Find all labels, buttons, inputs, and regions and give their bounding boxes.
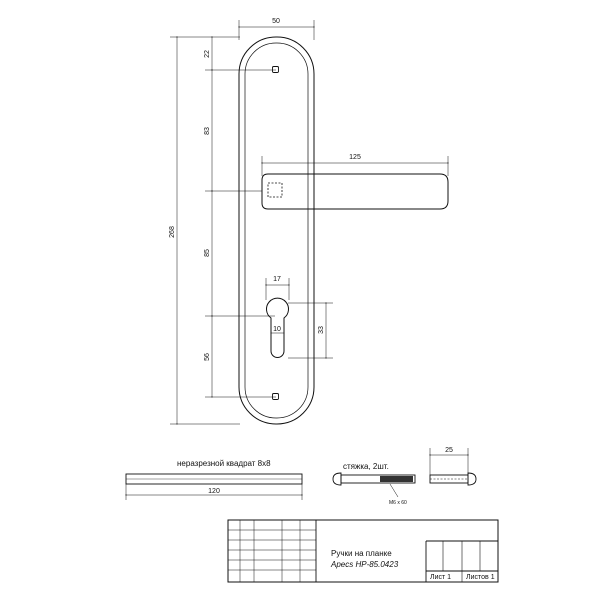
tie-screw-left (333, 473, 415, 497)
drawing-name-line2: Apecs HP-85.0423 (331, 560, 399, 569)
dim-cylinder-to-hole: 56 (204, 353, 211, 361)
dim-top-hole: 22 (204, 50, 211, 58)
square-label: неразрезной квадрат 8х8 (177, 459, 271, 468)
bottom-screw-hole (273, 394, 279, 400)
lever-square-socket (268, 183, 282, 197)
tie-label: стяжка, 2шт. (343, 462, 389, 471)
sheets-total: Листов 1 (466, 574, 495, 581)
top-screw-hole (273, 67, 279, 73)
dim-lever-to-cylinder: 85 (204, 249, 211, 257)
dim-cylinder-height: 33 (318, 326, 325, 334)
screw-size-label: М6 х 60 (389, 500, 407, 506)
square-spindle (126, 474, 302, 484)
dimension-lines (170, 20, 448, 424)
tie-thread (380, 476, 413, 482)
dim-lever-length: 125 (349, 154, 361, 161)
dim-square-length: 120 (208, 488, 220, 495)
lever-handle (262, 174, 448, 209)
drawing-name-line1: Ручки на планке (331, 549, 392, 558)
dim-cylinder-width: 17 (273, 276, 281, 283)
dim-cylinder-narrow: 10 (273, 326, 281, 333)
handle-plate (239, 37, 314, 424)
dim-hole-to-lever: 83 (204, 127, 211, 135)
plate-outline (239, 37, 314, 424)
dim-tie-length: 25 (445, 447, 453, 454)
sheet-number: Лист 1 (430, 574, 452, 581)
dim-total-height: 268 (169, 226, 176, 238)
tie-screw-right (430, 473, 476, 485)
dim-plate-width: 50 (272, 18, 280, 25)
plate-inner-outline (245, 43, 308, 418)
